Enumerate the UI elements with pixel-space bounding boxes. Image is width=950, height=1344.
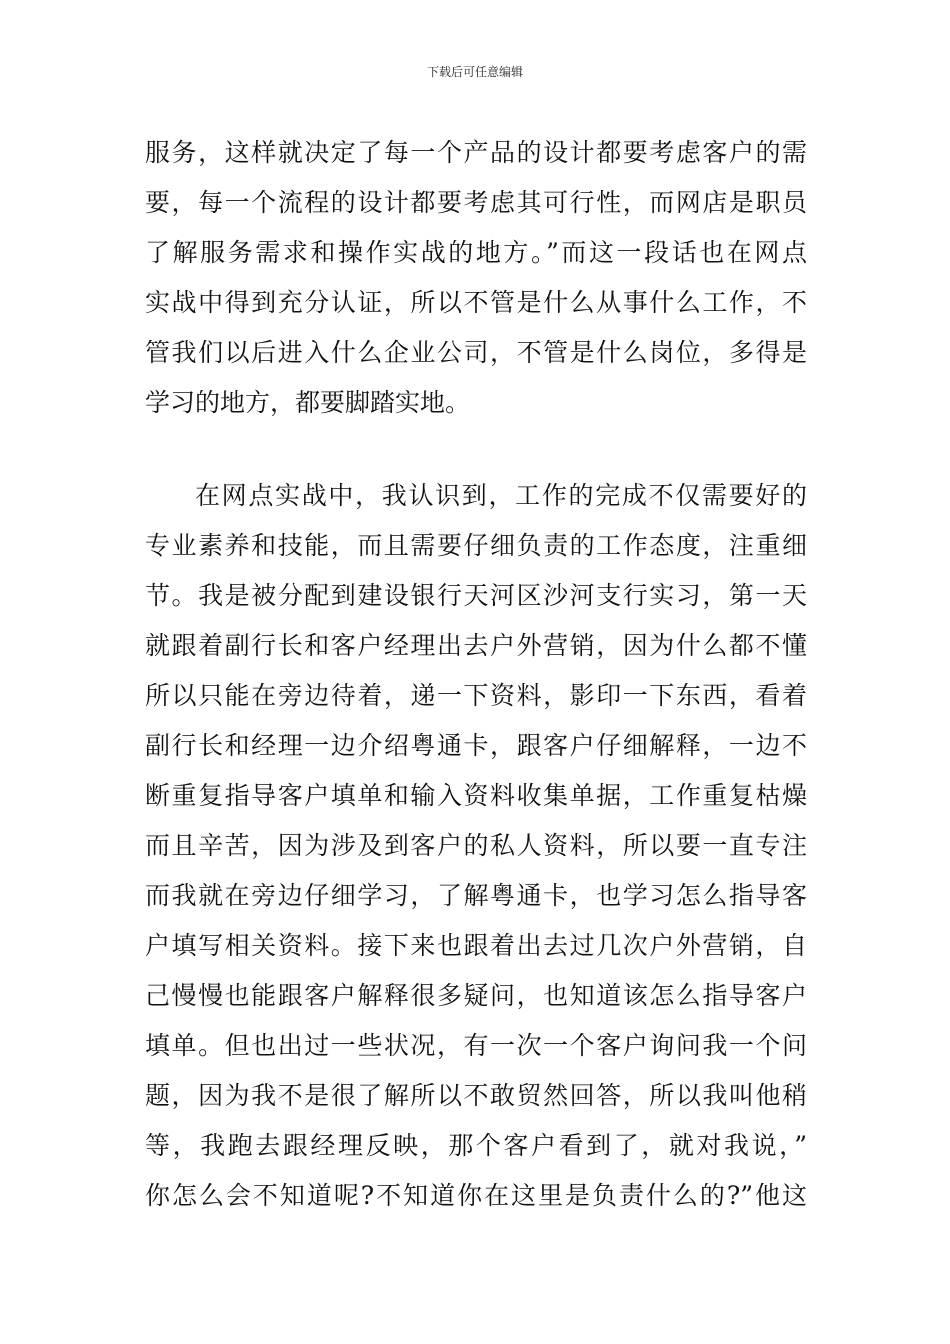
text-line: 专业素养和技能，而且需要仔细负责的工作态度，注重细	[145, 531, 807, 560]
text-line: 服务，这样就决定了每一个产品的设计都要考虑客户的需	[145, 138, 807, 167]
text-line: 断重复指导客户填单和输入资料收集单据，工作重复枯燥	[145, 781, 807, 810]
paragraph-2	[145, 471, 807, 1221]
text-line: 而且辛苦，因为涉及到客户的私人资料，所以要一直专注	[145, 831, 807, 860]
text-line: 要，每一个流程的设计都要考虑其可行性，而网店是职员	[145, 188, 807, 217]
text-line: 在网点实战中，我认识到，工作的完成不仅需要好的	[195, 481, 807, 510]
text-line: 户填写相关资料。接下来也跟着出去过几次户外营销，自	[145, 931, 807, 960]
text-line: 所以只能在旁边待着，递一下资料，影印一下东西，看着	[145, 681, 807, 710]
text-line: 等，我跑去跟经理反映，那个客户看到了，就对我说，”	[145, 1131, 807, 1160]
text-line: 就跟着副行长和客户经理出去户外营销，因为什么都不懂	[145, 631, 807, 660]
text-line: 实战中得到充分认证，所以不管是什么从事什么工作，不	[145, 288, 807, 317]
paragraph-1	[145, 128, 807, 428]
page-header: 下载后可任意编辑	[426, 65, 523, 79]
text-line: 副行长和经理一边介绍粤通卡，跟客户仔细解释，一边不	[145, 731, 807, 760]
text-line: 你怎么会不知道呢?不知道你在这里是负责什么的?”他这	[145, 1181, 807, 1210]
text-line: 了解服务需求和操作实战的地方。”而这一段话也在网点	[145, 238, 807, 267]
text-line: 填单。但也出过一些状况，有一次一个客户询问我一个问	[145, 1031, 807, 1060]
text-line: 而我就在旁边仔细学习，了解粤通卡，也学习怎么指导客	[145, 881, 807, 910]
text-line: 己慢慢也能跟客户解释很多疑问，也知道该怎么指导客户	[145, 981, 807, 1010]
text-line: 题，因为我不是很了解所以不敢贸然回答，所以我叫他稍	[145, 1081, 807, 1110]
text-line: 学习的地方，都要脚踏实地。	[145, 388, 471, 417]
text-line: 节。我是被分配到建设银行天河区沙河支行实习，第一天	[145, 581, 807, 610]
text-line: 管我们以后进入什么企业公司，不管是什么岗位，多得是	[145, 338, 807, 367]
